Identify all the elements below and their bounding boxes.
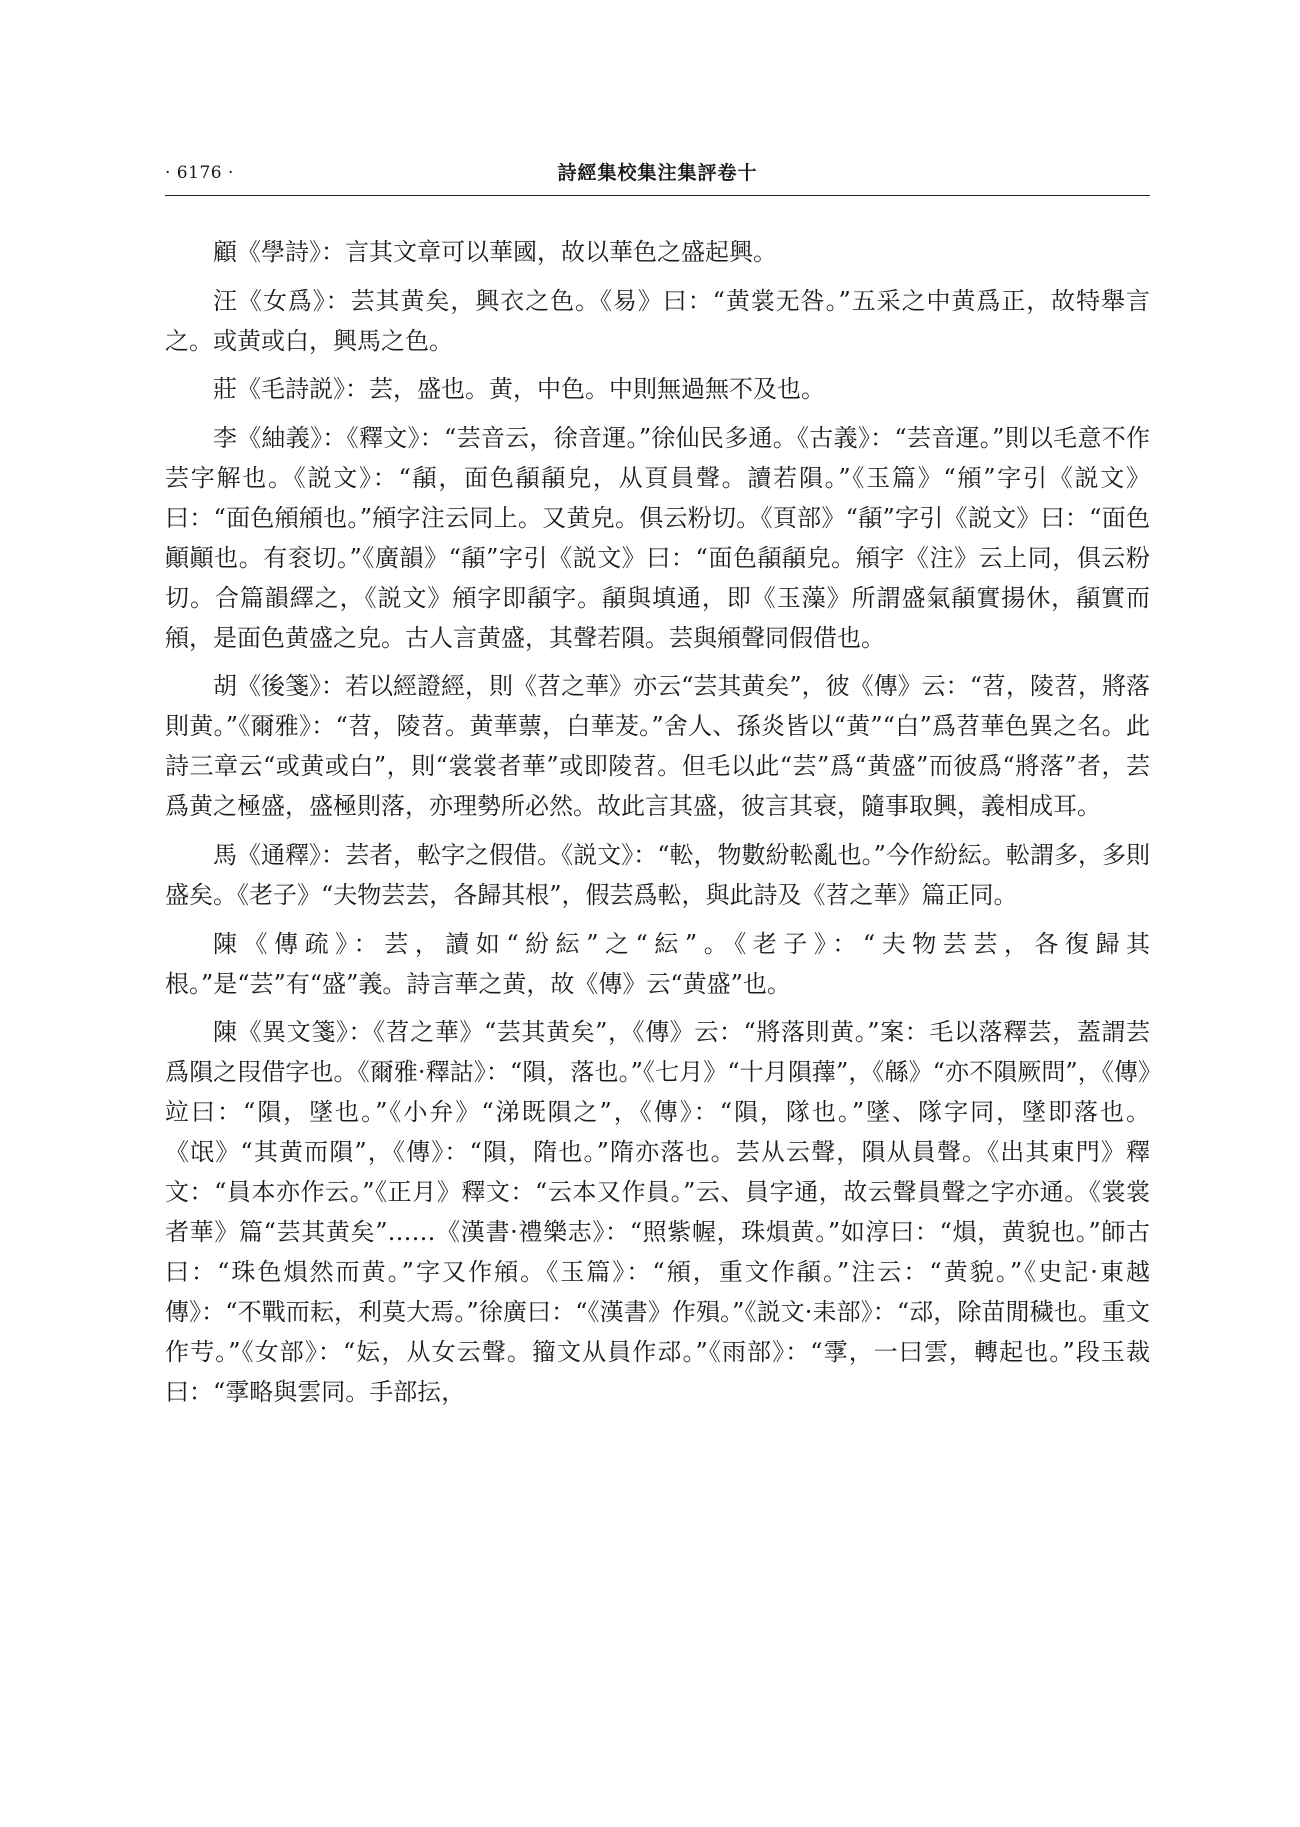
paragraph-hu-houjian: 胡《後箋》：若以經證經，則《苕之華》亦云“芸其黄矣”，彼《傳》云：“苕，陵苕，將落則黄。”《爾雅》：“苕，陵苕。黄華蔈，白華茇。”舍人、孫炎皆以“黄”“白”爲苕華色異之名。此詩三章云“或黄或白”，則“裳裳者華”或即陵苕。但毛以此“芸”爲“黄盛”而彼爲“將落”者，芸爲黄之極盛，盛極則落，亦理勢所必然。故此言其盛，彼言其衰，隨事取興，義相成耳。 — [165, 672, 1150, 821]
header-rule — [165, 195, 1150, 196]
running-title: 詩經集校集注集評卷十 — [557, 162, 758, 184]
paragraph-chen-yiwenjian: 陳《異文箋》：《苕之華》“芸其黄矣”，《傳》云：“將落則黄。”案：毛以落釋芸，蓋謂芸爲隕之叚借字也。《爾雅·釋詁》：“隕，落也。”《七月》“十月隕蘀”，《緜》“亦不隕厥問”，《傳》竝曰：“隕，墜也。”《小弁》“涕既隕之”，《傳》：“隕，隊也。”墜、隊字同，墜即落也。《氓》“其黄而隕”，《傳》：“隕，隋也。”隋亦落也。芸从云聲，隕从員聲。《出其東門》釋文：“員本亦作云。”《正月》釋文：“云本又作員。”云、員字通，故云聲員聲之字亦通。《裳裳者華》篇“芸其黄矣”……《漢書·禮樂志》：“照紫幄，珠熉黄。”如淳曰：“熉，黄貌也。”師古曰：“珠色熉然而黄。”字又作䪻。《玉篇》：“䪻，重文作䫇。”注云：“黄貌。”《史記·東越傳》：“不戰而耘，利莫大焉。”徐廣曰：“《漢書》作殞。”《説文·耒部》：“䢵，除苗閒穢也。重文作䒓。”《女部》：“妘，从女云聲。籀文从員作䢵。”《雨部》：“䨗，一曰雲，轉起也。”段玉裁曰：“䨗略與雲同。手部抎， — [165, 1018, 1150, 1407]
paragraph-wang-nuwei: 汪《女爲》：芸其黄矣，興衣之色。《易》曰：“黄裳无咎。”五采之中黄爲正，故特舉言之。或黄或白，興馬之色。 — [165, 286, 1150, 355]
paragraph-gu-xueshi: 顧《學詩》：言其文章可以華國，故以華色之盛起興。 — [213, 238, 777, 266]
paragraph-chen-zhuanshu: 陳《傳疏》：芸，讀如“紛紜”之“紜”。《老子》：“夫物芸芸，各復歸其根。”是“芸”有“盛”義。詩言華之黄，故《傳》云“黄盛”也。 — [165, 929, 1150, 998]
paragraph-li-chouyi: 李《紬義》：《釋文》：“芸音云，徐音運。”徐仙民多通。《古義》：“芸音運。”則以毛意不作芸字解也。《説文》：“䫇，面色䫇䫇皃，从頁員聲。讀若隕。”《玉篇》“䪻”字引《説文》曰：“面色䪻䪻也。”䪻字注云同上。又黄皃。俱云粉切。《頁部》“䫇”字引《説文》曰：“面色顚顚也。有衮切。”《廣韻》“䫇”字引《説文》曰：“面色䫇䫇皃。䪻字《注》云上同，俱云粉切。合篇韻繹之，《説文》䪻字即䫇字。䫇與填通，即《玉藻》所謂盛氣䫇實揚休，䫇實而䪻，是面色黄盛之皃。古人言黄盛，其聲若隕。芸與䪻聲同假借也。 — [165, 423, 1150, 652]
paragraph-ma-tongshi: 馬《通釋》：芸者，䡆字之假借。《説文》：“䡆，物數紛䡆亂也。”今作紛紜。䡆謂多，多則盛矣。《老子》“夫物芸芸，各歸其根”，假芸爲䡆，與此詩及《苕之華》篇正同。 — [165, 840, 1150, 909]
body-text — [165, 232, 1150, 1421]
page-header — [165, 158, 1150, 188]
page-number: · 6176 · — [165, 163, 234, 183]
paragraph-zhuang-maoshishuo: 莊《毛詩説》：芸，盛也。黄，中色。中則無過無不及也。 — [213, 375, 825, 404]
